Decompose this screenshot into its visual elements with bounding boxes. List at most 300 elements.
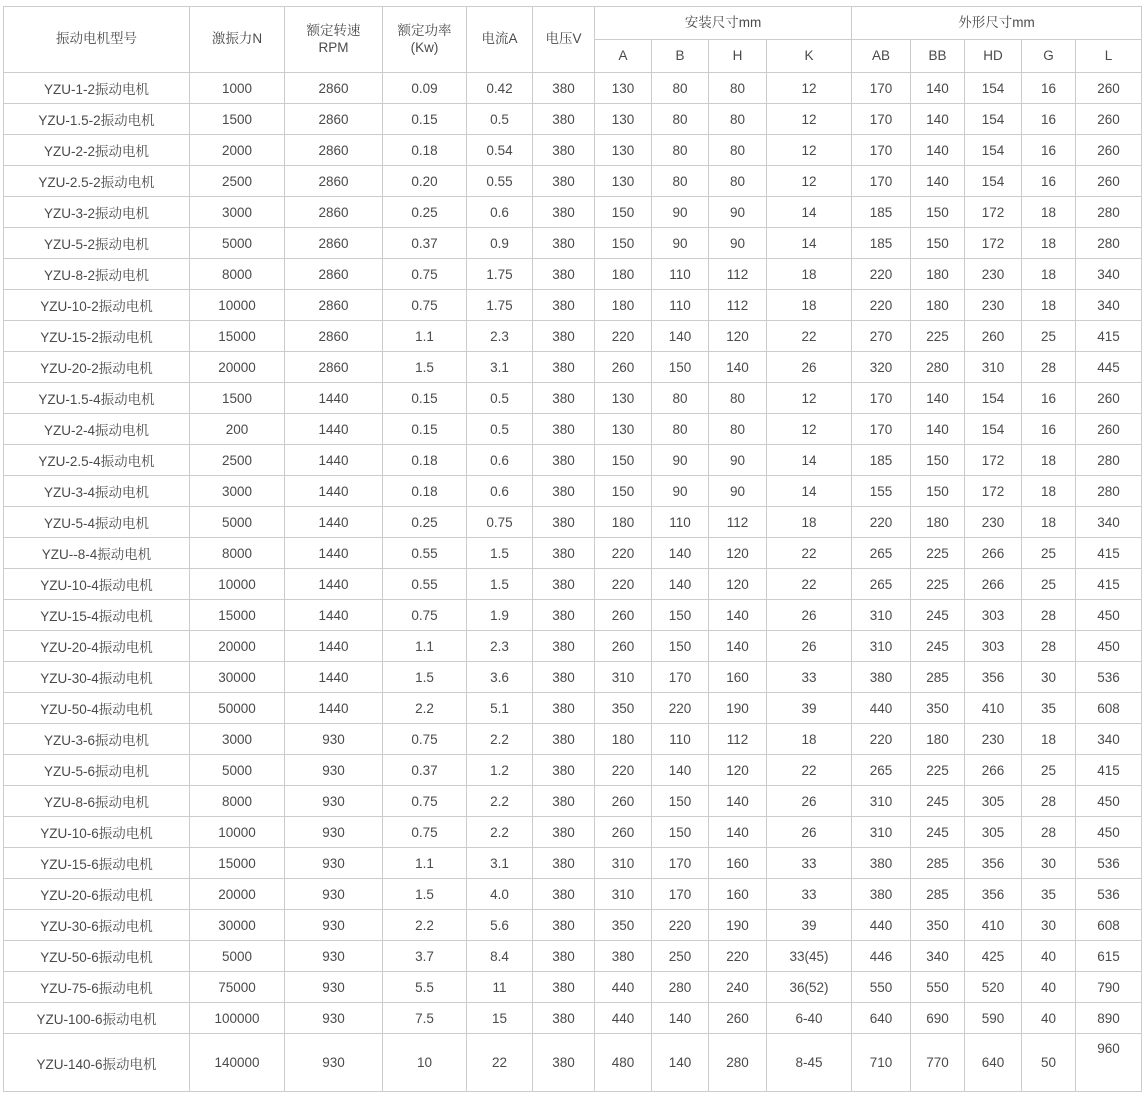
- header-rated-power-line2: (Kw): [410, 39, 439, 55]
- value-cell: 40: [1022, 941, 1076, 972]
- value-cell: 20000: [190, 631, 285, 662]
- value-cell: 0.55: [383, 538, 467, 569]
- table-row: [4, 848, 1142, 879]
- value-cell: 25: [1022, 321, 1076, 352]
- value-cell: 22: [767, 538, 852, 569]
- value-cell: 14: [767, 228, 852, 259]
- value-cell: 410: [965, 693, 1022, 724]
- value-cell: 18: [767, 259, 852, 290]
- value-cell: 130: [595, 73, 652, 104]
- value-cell: 380: [533, 786, 595, 817]
- value-cell: 0.75: [383, 600, 467, 631]
- value-cell: 0.5: [467, 104, 533, 135]
- value-cell: 36(52): [767, 972, 852, 1003]
- value-cell: 280: [911, 352, 965, 383]
- value-cell: 220: [852, 290, 911, 321]
- value-cell: 30: [1022, 848, 1076, 879]
- value-cell: 230: [965, 507, 1022, 538]
- value-cell: 12: [767, 73, 852, 104]
- value-cell: 0.5: [467, 414, 533, 445]
- value-cell: 303: [965, 631, 1022, 662]
- value-cell: 154: [965, 414, 1022, 445]
- value-cell: 3.1: [467, 848, 533, 879]
- value-cell: 285: [911, 848, 965, 879]
- value-cell: 40: [1022, 972, 1076, 1003]
- header-group-mount-dimensions: 安装尺寸mm: [595, 7, 852, 40]
- value-cell: 380: [533, 910, 595, 941]
- value-cell: 160: [709, 662, 767, 693]
- value-cell: 185: [852, 197, 911, 228]
- model-cell: YZU-5-2振动电机: [4, 228, 190, 259]
- value-cell: 245: [911, 631, 965, 662]
- value-cell: 550: [911, 972, 965, 1003]
- value-cell: 50: [1022, 1034, 1076, 1092]
- value-cell: 1.1: [383, 321, 467, 352]
- value-cell: 26: [767, 817, 852, 848]
- value-cell: 260: [1076, 104, 1142, 135]
- value-cell: 190: [709, 910, 767, 941]
- value-cell: 112: [709, 259, 767, 290]
- header-excitation-force: 激振力N: [190, 7, 285, 73]
- value-cell: 350: [911, 693, 965, 724]
- value-cell: 1440: [285, 507, 383, 538]
- model-cell: YZU-10-4振动电机: [4, 569, 190, 600]
- value-cell: 26: [767, 600, 852, 631]
- value-cell: 12: [767, 135, 852, 166]
- value-cell: 190: [709, 693, 767, 724]
- value-cell: 110: [652, 724, 709, 755]
- value-cell: 550: [852, 972, 911, 1003]
- value-cell: 380: [533, 631, 595, 662]
- value-cell: 380: [533, 476, 595, 507]
- value-cell: 11: [467, 972, 533, 1003]
- value-cell: 2.2: [467, 724, 533, 755]
- value-cell: 90: [652, 197, 709, 228]
- value-cell: 930: [285, 972, 383, 1003]
- value-cell: 180: [911, 290, 965, 321]
- value-cell: 1500: [190, 104, 285, 135]
- value-cell: 380: [595, 941, 652, 972]
- value-cell: 615: [1076, 941, 1142, 972]
- model-cell: YZU-1.5-4振动电机: [4, 383, 190, 414]
- table-row: [4, 445, 1142, 476]
- model-cell: YZU-3-4振动电机: [4, 476, 190, 507]
- value-cell: 18: [767, 724, 852, 755]
- value-cell: 0.75: [383, 290, 467, 321]
- value-cell: 380: [533, 321, 595, 352]
- value-cell: 0.75: [383, 259, 467, 290]
- value-cell: 260: [1076, 414, 1142, 445]
- value-cell: 266: [965, 569, 1022, 600]
- value-cell: 15: [467, 1003, 533, 1034]
- value-cell: 33: [767, 662, 852, 693]
- value-cell: 350: [595, 693, 652, 724]
- value-cell: 640: [965, 1034, 1022, 1092]
- value-cell: 172: [965, 197, 1022, 228]
- value-cell: 220: [652, 910, 709, 941]
- value-cell: 5.6: [467, 910, 533, 941]
- header-current: 电流A: [467, 7, 533, 73]
- value-cell: 154: [965, 166, 1022, 197]
- spec-table-body: [4, 73, 1142, 1092]
- value-cell: 2860: [285, 321, 383, 352]
- value-cell: 28: [1022, 817, 1076, 848]
- value-cell: 154: [965, 383, 1022, 414]
- value-cell: 0.18: [383, 476, 467, 507]
- value-cell: 150: [652, 631, 709, 662]
- value-cell: 710: [852, 1034, 911, 1092]
- header-outline-l: L: [1076, 40, 1142, 73]
- model-cell: YZU-50-4振动电机: [4, 693, 190, 724]
- value-cell: 180: [911, 507, 965, 538]
- value-cell: 380: [533, 197, 595, 228]
- value-cell: 112: [709, 507, 767, 538]
- value-cell: 0.75: [383, 817, 467, 848]
- value-cell: 930: [285, 786, 383, 817]
- value-cell: 172: [965, 228, 1022, 259]
- value-cell: 230: [965, 290, 1022, 321]
- model-cell: YZU-20-4振动电机: [4, 631, 190, 662]
- value-cell: 28: [1022, 352, 1076, 383]
- model-cell: YZU-8-2振动电机: [4, 259, 190, 290]
- model-cell: YZU-20-6振动电机: [4, 879, 190, 910]
- value-cell: 1500: [190, 383, 285, 414]
- value-cell: 1.5: [383, 352, 467, 383]
- table-row: [4, 259, 1142, 290]
- value-cell: 380: [852, 662, 911, 693]
- value-cell: 930: [285, 848, 383, 879]
- value-cell: 770: [911, 1034, 965, 1092]
- value-cell: 260: [595, 631, 652, 662]
- value-cell: 260: [965, 321, 1022, 352]
- header-rated-speed-line2: RPM: [318, 39, 349, 55]
- value-cell: 22: [467, 1034, 533, 1092]
- value-cell: 380: [533, 755, 595, 786]
- value-cell: 90: [709, 476, 767, 507]
- value-cell: 18: [1022, 445, 1076, 476]
- table-row: [4, 569, 1142, 600]
- table-row: [4, 1034, 1142, 1092]
- value-cell: 80: [709, 104, 767, 135]
- value-cell: 18: [1022, 259, 1076, 290]
- value-cell: 80: [709, 73, 767, 104]
- model-cell: YZU-15-2振动电机: [4, 321, 190, 352]
- value-cell: 0.42: [467, 73, 533, 104]
- value-cell: 90: [652, 445, 709, 476]
- value-cell: 450: [1076, 786, 1142, 817]
- value-cell: 18: [1022, 507, 1076, 538]
- value-cell: 80: [709, 383, 767, 414]
- value-cell: 225: [911, 321, 965, 352]
- value-cell: 380: [533, 848, 595, 879]
- value-cell: 35: [1022, 693, 1076, 724]
- value-cell: 140: [652, 1003, 709, 1034]
- value-cell: 112: [709, 290, 767, 321]
- value-cell: 154: [965, 135, 1022, 166]
- value-cell: 130: [595, 383, 652, 414]
- table-row: [4, 383, 1142, 414]
- value-cell: 170: [652, 848, 709, 879]
- value-cell: 140: [911, 414, 965, 445]
- value-cell: 7.5: [383, 1003, 467, 1034]
- value-cell: 608: [1076, 910, 1142, 941]
- value-cell: 1.1: [383, 631, 467, 662]
- value-cell: 380: [533, 600, 595, 631]
- value-cell: 80: [652, 73, 709, 104]
- value-cell: 80: [709, 166, 767, 197]
- value-cell: 150: [595, 476, 652, 507]
- value-cell: 0.20: [383, 166, 467, 197]
- value-cell: 445: [1076, 352, 1142, 383]
- model-cell: YZU-100-6振动电机: [4, 1003, 190, 1034]
- value-cell: 16: [1022, 414, 1076, 445]
- value-cell: 140: [911, 73, 965, 104]
- value-cell: 245: [911, 600, 965, 631]
- value-cell: 3000: [190, 724, 285, 755]
- value-cell: 120: [709, 755, 767, 786]
- value-cell: 930: [285, 817, 383, 848]
- value-cell: 154: [965, 104, 1022, 135]
- value-cell: 80: [652, 166, 709, 197]
- value-cell: 10000: [190, 817, 285, 848]
- model-cell: YZU-1.5-2振动电机: [4, 104, 190, 135]
- value-cell: 22: [767, 321, 852, 352]
- value-cell: 1440: [285, 414, 383, 445]
- value-cell: 260: [595, 352, 652, 383]
- value-cell: 5000: [190, 507, 285, 538]
- value-cell: 180: [595, 290, 652, 321]
- value-cell: 285: [911, 879, 965, 910]
- value-cell: 265: [852, 569, 911, 600]
- value-cell: 380: [533, 445, 595, 476]
- value-cell: 12: [767, 104, 852, 135]
- value-cell: 340: [1076, 290, 1142, 321]
- value-cell: 340: [911, 941, 965, 972]
- value-cell: 80: [652, 383, 709, 414]
- header-mount-k: K: [767, 40, 852, 73]
- value-cell: 415: [1076, 569, 1142, 600]
- value-cell: 2.2: [383, 693, 467, 724]
- value-cell: 150: [595, 445, 652, 476]
- value-cell: 80: [652, 414, 709, 445]
- value-cell: 170: [852, 73, 911, 104]
- value-cell: 90: [652, 228, 709, 259]
- model-cell: YZU-3-2振动电机: [4, 197, 190, 228]
- value-cell: 120: [709, 321, 767, 352]
- model-cell: YZU-15-6振动电机: [4, 848, 190, 879]
- value-cell: 0.15: [383, 383, 467, 414]
- value-cell: 0.25: [383, 197, 467, 228]
- table-row: [4, 631, 1142, 662]
- value-cell: 140: [709, 786, 767, 817]
- value-cell: 30: [1022, 910, 1076, 941]
- value-cell: 310: [595, 879, 652, 910]
- value-cell: 440: [595, 1003, 652, 1034]
- value-cell: 18: [1022, 724, 1076, 755]
- value-cell: 280: [709, 1034, 767, 1092]
- value-cell: 2.2: [383, 910, 467, 941]
- value-cell: 356: [965, 662, 1022, 693]
- value-cell: 170: [852, 383, 911, 414]
- value-cell: 930: [285, 1034, 383, 1092]
- value-cell: 260: [709, 1003, 767, 1034]
- value-cell: 170: [852, 135, 911, 166]
- value-cell: 350: [911, 910, 965, 941]
- value-cell: 185: [852, 445, 911, 476]
- value-cell: 75000: [190, 972, 285, 1003]
- value-cell: 130: [595, 135, 652, 166]
- value-cell: 270: [852, 321, 911, 352]
- value-cell: 170: [852, 166, 911, 197]
- value-cell: 356: [965, 848, 1022, 879]
- header-outline-ab: AB: [852, 40, 911, 73]
- value-cell: 154: [965, 73, 1022, 104]
- value-cell: 20000: [190, 352, 285, 383]
- model-cell: YZU--8-4振动电机: [4, 538, 190, 569]
- value-cell: 446: [852, 941, 911, 972]
- value-cell: 170: [652, 879, 709, 910]
- table-row: [4, 817, 1142, 848]
- table-row: [4, 414, 1142, 445]
- value-cell: 356: [965, 879, 1022, 910]
- model-cell: YZU-30-6振动电机: [4, 910, 190, 941]
- header-rated-speed-line1: 额定转速: [306, 22, 361, 38]
- value-cell: 450: [1076, 817, 1142, 848]
- value-cell: 3.7: [383, 941, 467, 972]
- header-row-groups: [4, 7, 1142, 40]
- value-cell: 14: [767, 445, 852, 476]
- value-cell: 120: [709, 538, 767, 569]
- model-cell: YZU-10-2振动电机: [4, 290, 190, 321]
- value-cell: 220: [709, 941, 767, 972]
- value-cell: 380: [533, 941, 595, 972]
- value-cell: 380: [533, 259, 595, 290]
- table-row: [4, 910, 1142, 941]
- header-outline-bb: BB: [911, 40, 965, 73]
- value-cell: 150: [595, 197, 652, 228]
- value-cell: 1440: [285, 662, 383, 693]
- value-cell: 220: [595, 538, 652, 569]
- value-cell: 2860: [285, 73, 383, 104]
- table-row: [4, 879, 1142, 910]
- value-cell: 110: [652, 259, 709, 290]
- value-cell: 0.75: [383, 786, 467, 817]
- value-cell: 90: [709, 197, 767, 228]
- value-cell: 220: [595, 321, 652, 352]
- value-cell: 0.55: [467, 166, 533, 197]
- value-cell: 310: [852, 786, 911, 817]
- value-cell: 245: [911, 817, 965, 848]
- value-cell: 415: [1076, 755, 1142, 786]
- value-cell: 26: [767, 786, 852, 817]
- value-cell: 2860: [285, 352, 383, 383]
- value-cell: 930: [285, 910, 383, 941]
- value-cell: 30000: [190, 662, 285, 693]
- model-cell: YZU-2.5-4振动电机: [4, 445, 190, 476]
- value-cell: 225: [911, 538, 965, 569]
- value-cell: 16: [1022, 166, 1076, 197]
- value-cell: 14: [767, 476, 852, 507]
- value-cell: 80: [709, 414, 767, 445]
- value-cell: 172: [965, 476, 1022, 507]
- value-cell: 172: [965, 445, 1022, 476]
- table-row: [4, 786, 1142, 817]
- value-cell: 380: [533, 166, 595, 197]
- model-cell: YZU-3-6振动电机: [4, 724, 190, 755]
- value-cell: 380: [533, 724, 595, 755]
- value-cell: 14: [767, 197, 852, 228]
- model-cell: YZU-20-2振动电机: [4, 352, 190, 383]
- value-cell: 3000: [190, 197, 285, 228]
- value-cell: 520: [965, 972, 1022, 1003]
- value-cell: 80: [652, 104, 709, 135]
- value-cell: 25: [1022, 755, 1076, 786]
- value-cell: 380: [533, 352, 595, 383]
- value-cell: 22: [767, 569, 852, 600]
- header-mount-b: B: [652, 40, 709, 73]
- model-cell: YZU-75-6振动电机: [4, 972, 190, 1003]
- value-cell: 2860: [285, 104, 383, 135]
- value-cell: 425: [965, 941, 1022, 972]
- value-cell: 180: [595, 507, 652, 538]
- value-cell: 18: [767, 290, 852, 321]
- value-cell: 380: [533, 569, 595, 600]
- value-cell: 0.54: [467, 135, 533, 166]
- value-cell: 26: [767, 352, 852, 383]
- value-cell: 5000: [190, 228, 285, 259]
- value-cell: 0.5: [467, 383, 533, 414]
- value-cell: 225: [911, 755, 965, 786]
- value-cell: 1440: [285, 383, 383, 414]
- value-cell: 450: [1076, 631, 1142, 662]
- value-cell: 380: [852, 879, 911, 910]
- value-cell: 100000: [190, 1003, 285, 1034]
- value-cell: 0.55: [383, 569, 467, 600]
- value-cell: 415: [1076, 321, 1142, 352]
- value-cell: 200: [190, 414, 285, 445]
- value-cell: 28: [1022, 631, 1076, 662]
- model-cell: YZU-50-6振动电机: [4, 941, 190, 972]
- value-cell: 1.5: [383, 662, 467, 693]
- value-cell: 266: [965, 755, 1022, 786]
- value-cell: 150: [652, 817, 709, 848]
- value-cell: 1.5: [383, 879, 467, 910]
- value-cell: 0.18: [383, 445, 467, 476]
- value-cell: 260: [1076, 166, 1142, 197]
- value-cell: 150: [652, 600, 709, 631]
- value-cell: 16: [1022, 104, 1076, 135]
- value-cell: 380: [533, 879, 595, 910]
- value-cell: 380: [533, 414, 595, 445]
- value-cell: 890: [1076, 1003, 1142, 1034]
- value-cell: 140: [911, 135, 965, 166]
- value-cell: 340: [1076, 507, 1142, 538]
- value-cell: 140: [709, 352, 767, 383]
- value-cell: 18: [1022, 290, 1076, 321]
- model-cell: YZU-2-4振动电机: [4, 414, 190, 445]
- model-cell: YZU-5-4振动电机: [4, 507, 190, 538]
- value-cell: 20000: [190, 879, 285, 910]
- value-cell: 25: [1022, 538, 1076, 569]
- value-cell: 2.3: [467, 321, 533, 352]
- value-cell: 380: [533, 135, 595, 166]
- value-cell: 250: [652, 941, 709, 972]
- value-cell: 260: [1076, 135, 1142, 166]
- header-outline-g: G: [1022, 40, 1076, 73]
- value-cell: 380: [533, 104, 595, 135]
- value-cell: 15000: [190, 321, 285, 352]
- value-cell: 280: [1076, 228, 1142, 259]
